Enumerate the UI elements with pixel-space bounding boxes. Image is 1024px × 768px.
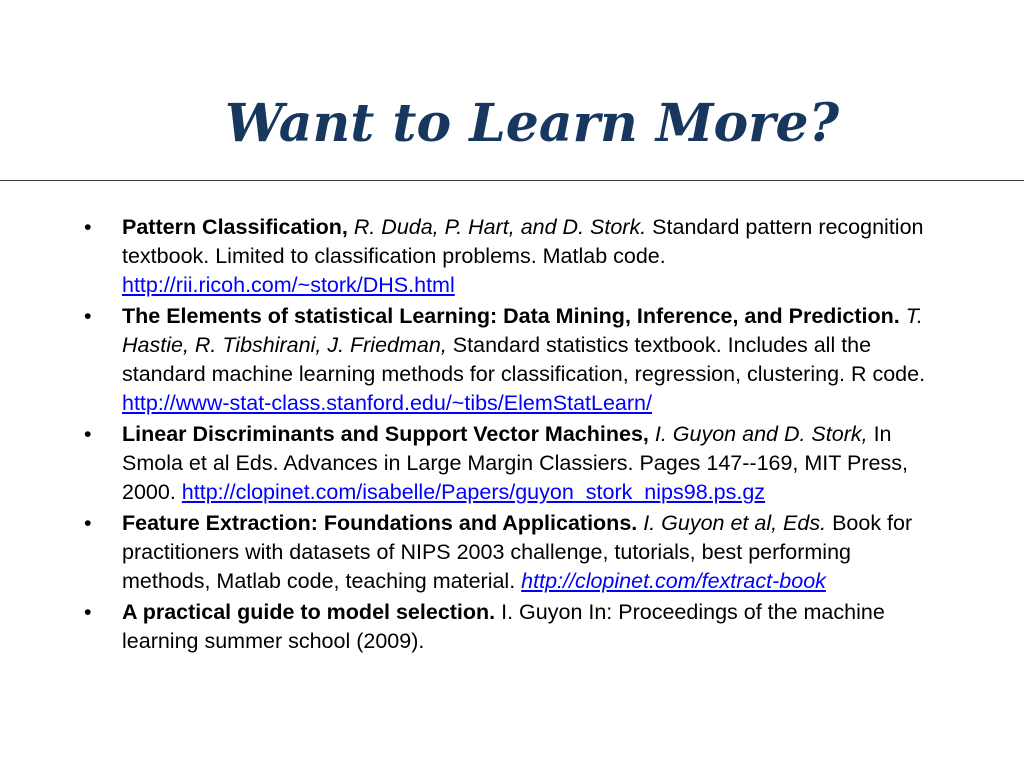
bullet-icon: •	[84, 422, 92, 446]
reference-title: The Elements of statistical Learning: Data Mining, Inference, and Prediction.	[122, 304, 900, 328]
reference-title: Pattern Classification,	[122, 215, 348, 239]
reference-link[interactable]: http://clopinet.com/fextract-book	[521, 569, 826, 593]
reference-authors: T. Hastie, R. Tibshirani, J. Friedman,	[122, 304, 923, 357]
reference-item-elements-statistical-learning	[80, 302, 940, 418]
bullet-icon: •	[84, 511, 92, 535]
reference-link[interactable]: http://clopinet.com/isabelle/Papers/guyon_stork_nips98.ps.gz	[181, 480, 766, 504]
reference-item-linear-discriminants	[80, 420, 940, 507]
reference-list	[80, 213, 940, 658]
reference-title: A practical guide to model selection.	[122, 600, 496, 624]
reference-link[interactable]: http://www-stat-class.stanford.edu/~tibs/ElemStatLearn/	[122, 391, 652, 415]
reference-authors: I. Guyon et al, Eds.	[643, 511, 827, 535]
bullet-icon: •	[84, 600, 92, 624]
reference-description: Standard pattern recognition textbook. Limited to classification problems. Matlab code.	[122, 215, 924, 268]
reference-title: Feature Extraction: Foundations and Applications.	[122, 511, 638, 535]
reference-item-model-selection	[80, 598, 940, 656]
bullet-icon: •	[84, 215, 92, 239]
reference-authors: R. Duda, P. Hart, and D. Stork.	[353, 215, 647, 239]
reference-description: Book for practitioners with datasets of NIPS 2003 challenge, tutorials, best performing methods, Matlab code, teaching material.	[122, 511, 913, 593]
reference-description: Standard statistics textbook. Includes all the standard machine learning methods for classification, regression, clustering. R code.	[122, 333, 926, 386]
reference-authors: I. Guyon and D. Stork,	[654, 422, 868, 446]
reference-description: I. Guyon In: Proceedings of the machine learning summer school (2009).	[122, 600, 885, 653]
reference-link[interactable]: http://rii.ricoh.com/~stork/DHS.html	[122, 273, 455, 297]
reference-description: In Smola et al Eds. Advances in Large Margin Classiers. Pages 147--169, MIT Press, 2000.	[122, 422, 908, 504]
title-divider	[0, 180, 1024, 181]
slide-title: Want to Learn More?	[224, 92, 840, 154]
reference-item-pattern-classification	[80, 213, 940, 300]
bullet-icon: •	[84, 304, 92, 328]
reference-title: Linear Discriminants and Support Vector Machines,	[122, 422, 649, 446]
reference-item-feature-extraction	[80, 509, 940, 596]
